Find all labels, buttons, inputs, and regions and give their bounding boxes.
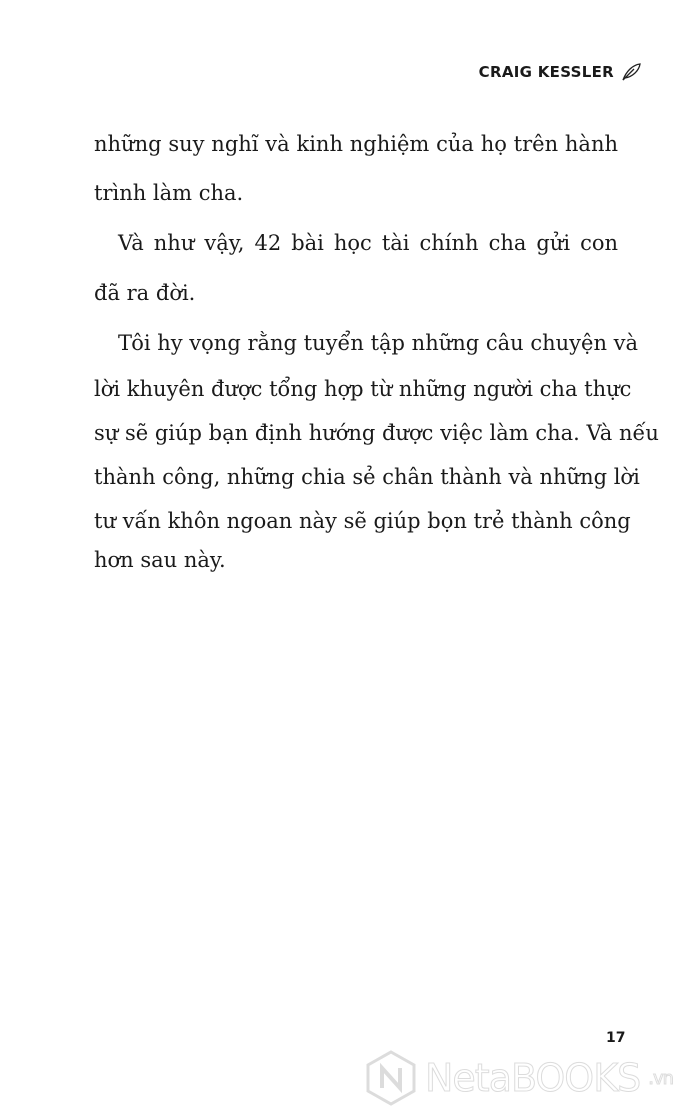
netabooks-logo-icon [365,1050,417,1106]
watermark [365,1050,673,1106]
feather-icon [620,62,642,82]
text-line: những suy nghĩ và kinh nghiệm của họ trên hành [94,132,618,156]
text-line: Tôi hy vọng rằng tuyển tập những câu chuyện và [118,331,639,355]
text-line: Và như vậy, 42 bài học tài chính cha gửi con [118,231,618,255]
text-line: đã ra đời. [94,281,196,305]
text-line: thành công, những chia sẻ chân thành và những lời [94,465,640,489]
text-line: sự sẽ giúp bạn định hướng được việc làm cha. Và nếu [94,421,659,445]
text-line: tư vấn khôn ngoan này sẽ giúp bọn trẻ thành công [94,509,631,533]
text-line: lời khuyên được tổng hợp từ những người cha thực [94,377,632,401]
watermark-brand: NetaBOOKS [425,1056,641,1100]
text-line: trình làm cha. [94,181,244,205]
page-number: 17 [606,1030,626,1046]
text-line: hơn sau này. [94,548,226,572]
watermark-suffix: .vn [648,1067,674,1089]
author-name: CRAIG KESSLER [478,63,614,81]
running-header [479,62,642,82]
